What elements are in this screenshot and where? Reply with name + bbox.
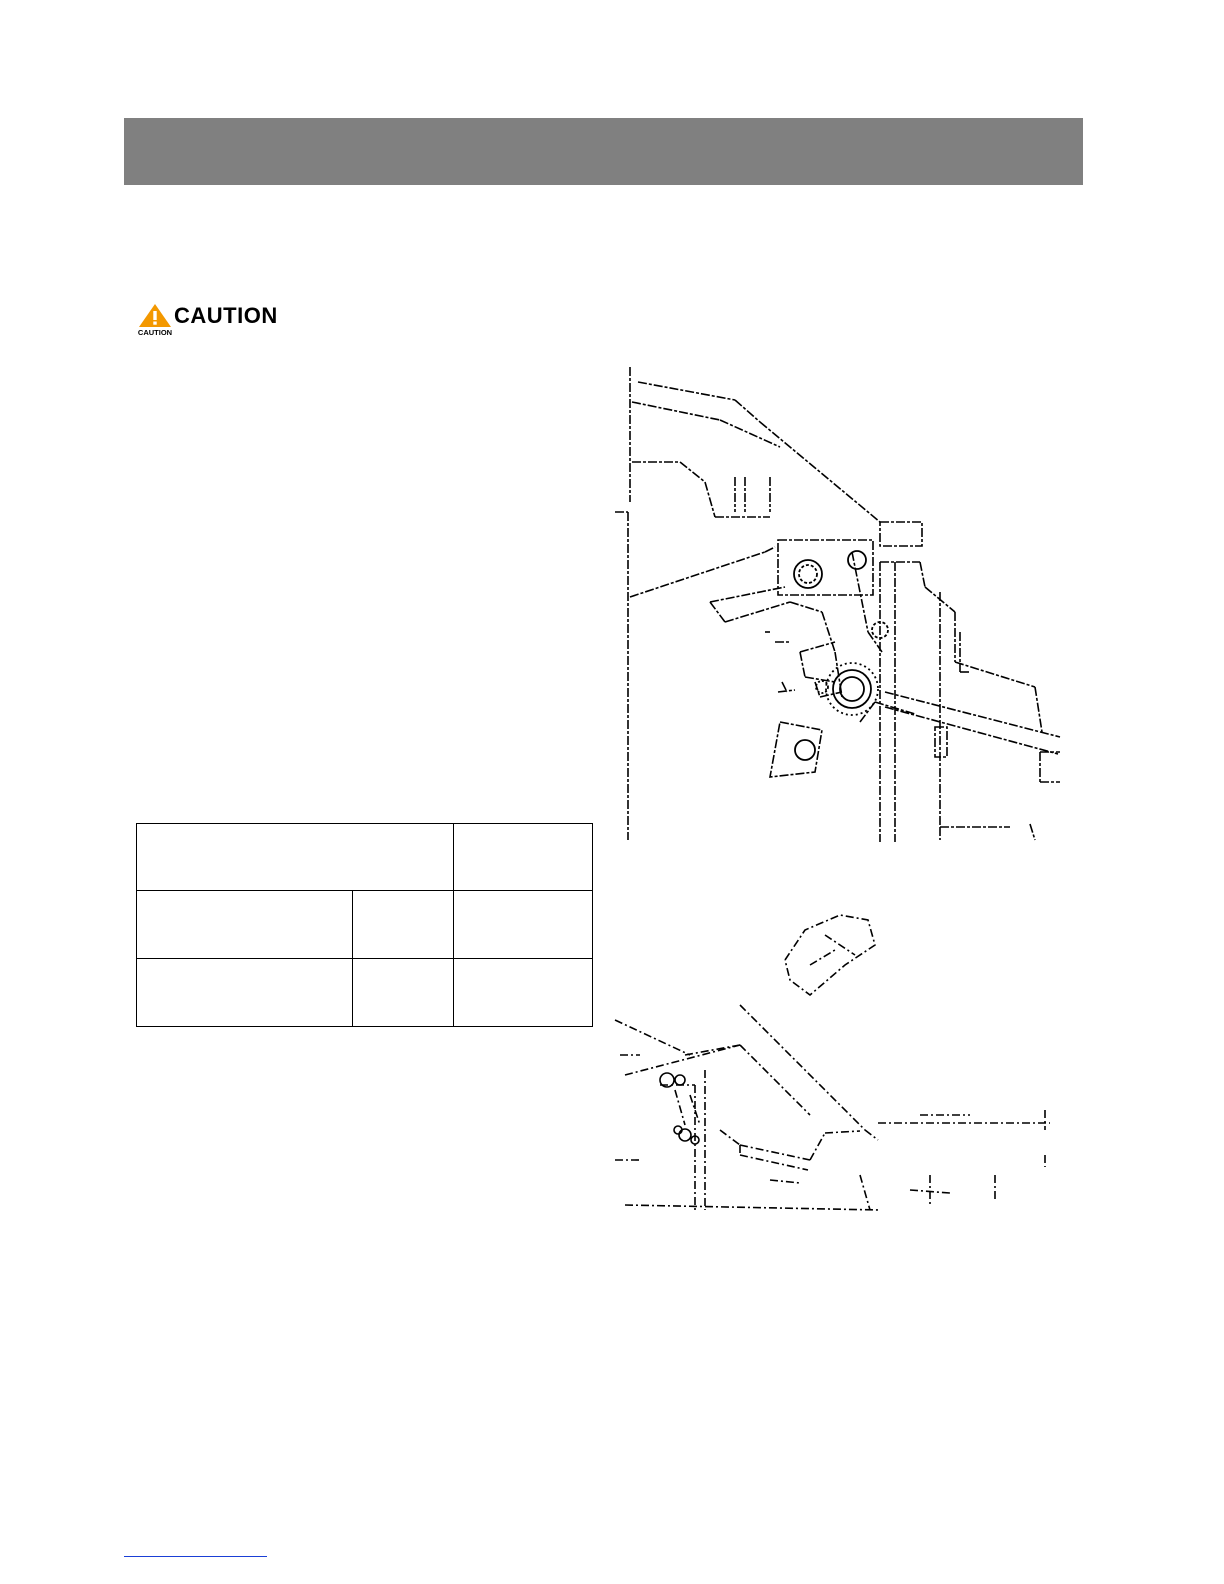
table-cell (137, 824, 454, 891)
mechanism-lower-diagram (610, 905, 1055, 1215)
table-cell (137, 959, 353, 1027)
caution-icon-text: CAUTION (137, 328, 173, 336)
footer-link-underline[interactable] (124, 1556, 267, 1557)
caution-label: CAUTION (174, 303, 278, 328)
table-row (137, 891, 593, 959)
table-cell (137, 891, 353, 959)
table-cell (353, 959, 454, 1027)
table-cell (453, 891, 592, 959)
caution-notice (137, 300, 297, 336)
table-cell (453, 824, 592, 891)
section-header-bar (124, 118, 1083, 185)
table-row (137, 959, 593, 1027)
warning-triangle-icon (137, 302, 173, 336)
table-row (137, 824, 593, 891)
table-cell (453, 959, 592, 1027)
table-cell (353, 891, 454, 959)
mechanism-upper-diagram (610, 362, 1070, 844)
spec-table (136, 823, 593, 1027)
